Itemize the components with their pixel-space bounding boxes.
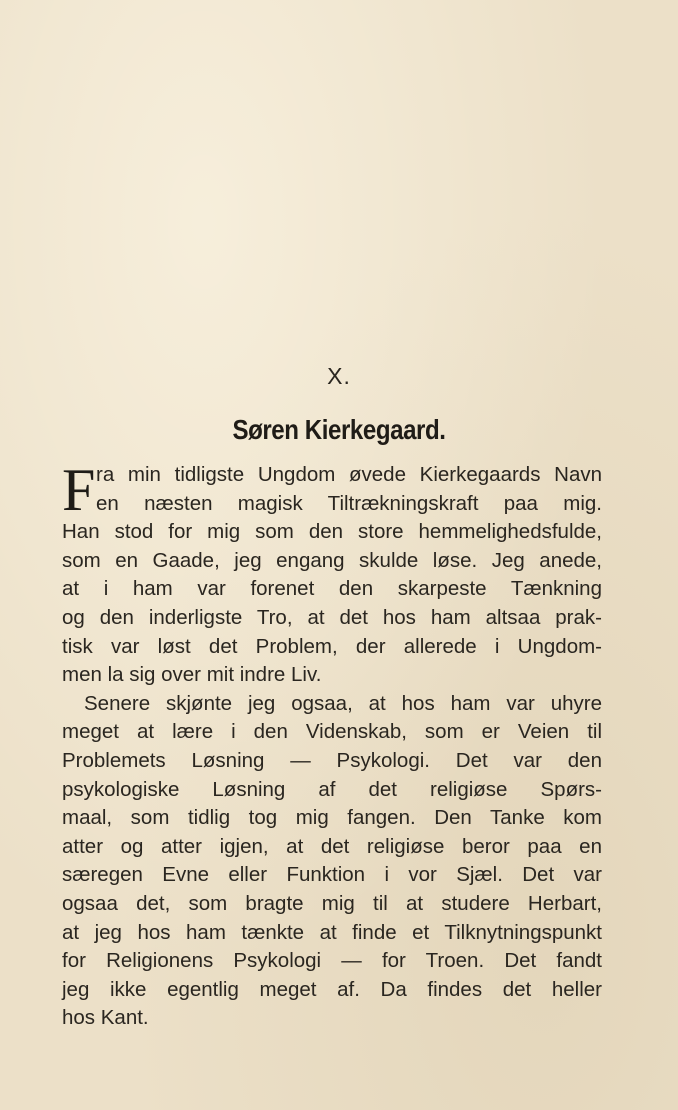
text-line: særegen Evne eller Funktion i vor Sjæl. Det var [62,863,602,887]
text-line: hos Kant. [62,1006,149,1030]
text-line: en næsten magisk Tiltrækningskraft paa mig. [96,491,602,515]
text-line: og den inderligste Tro, at det hos ham altsaa prak- [62,605,602,629]
chapter-number: X. [327,363,351,389]
text-line: maal, som tidlig tog mig fangen. Den Tanke kom [62,806,602,830]
text-line: ra min tidligste Ungdom øvede Kierkegaards Navn [96,463,602,486]
text-line: Han stod for mig som den store hemmelighedsfulde, [62,520,602,544]
text-line: at jeg hos ham tænkte at finde et Tilknytningspunkt [62,920,602,944]
text-line: Senere skjønte jeg ogsaa, at hos ham var uhyre [84,691,602,715]
text-line: tisk var løst det Problem, der allerede i Ungdom- [62,634,602,658]
text-line: psykologiske Løsning af det religiøse Spørs- [62,777,602,801]
text-line: jeg ikke egentlig meget af. Da findes det heller [62,977,602,1001]
text-line: meget at lære i den Videnskab, som er Veien til [62,720,602,744]
text-line: atter og atter igjen, at det religiøse beror paa en [62,834,602,858]
body-text [62,457,602,1033]
text-line: for Religionens Psykologi — for Troen. Det fandt [62,949,602,973]
text-line: Problemets Løsning — Psykologi. Det var den [62,748,602,772]
chapter-title: Søren Kierkegaard. [232,414,446,445]
text-line: ogsaa det, som bragte mig til at studere Herbart, [62,891,602,915]
drop-cap: F [62,457,96,523]
text-line: som en Gaade, jeg engang skulde løse. Jeg anede, [62,548,602,572]
text-line: at i ham var forenet den skarpeste Tænkning [62,577,602,601]
text-line: men la sig over mit indre Liv. [62,663,322,687]
